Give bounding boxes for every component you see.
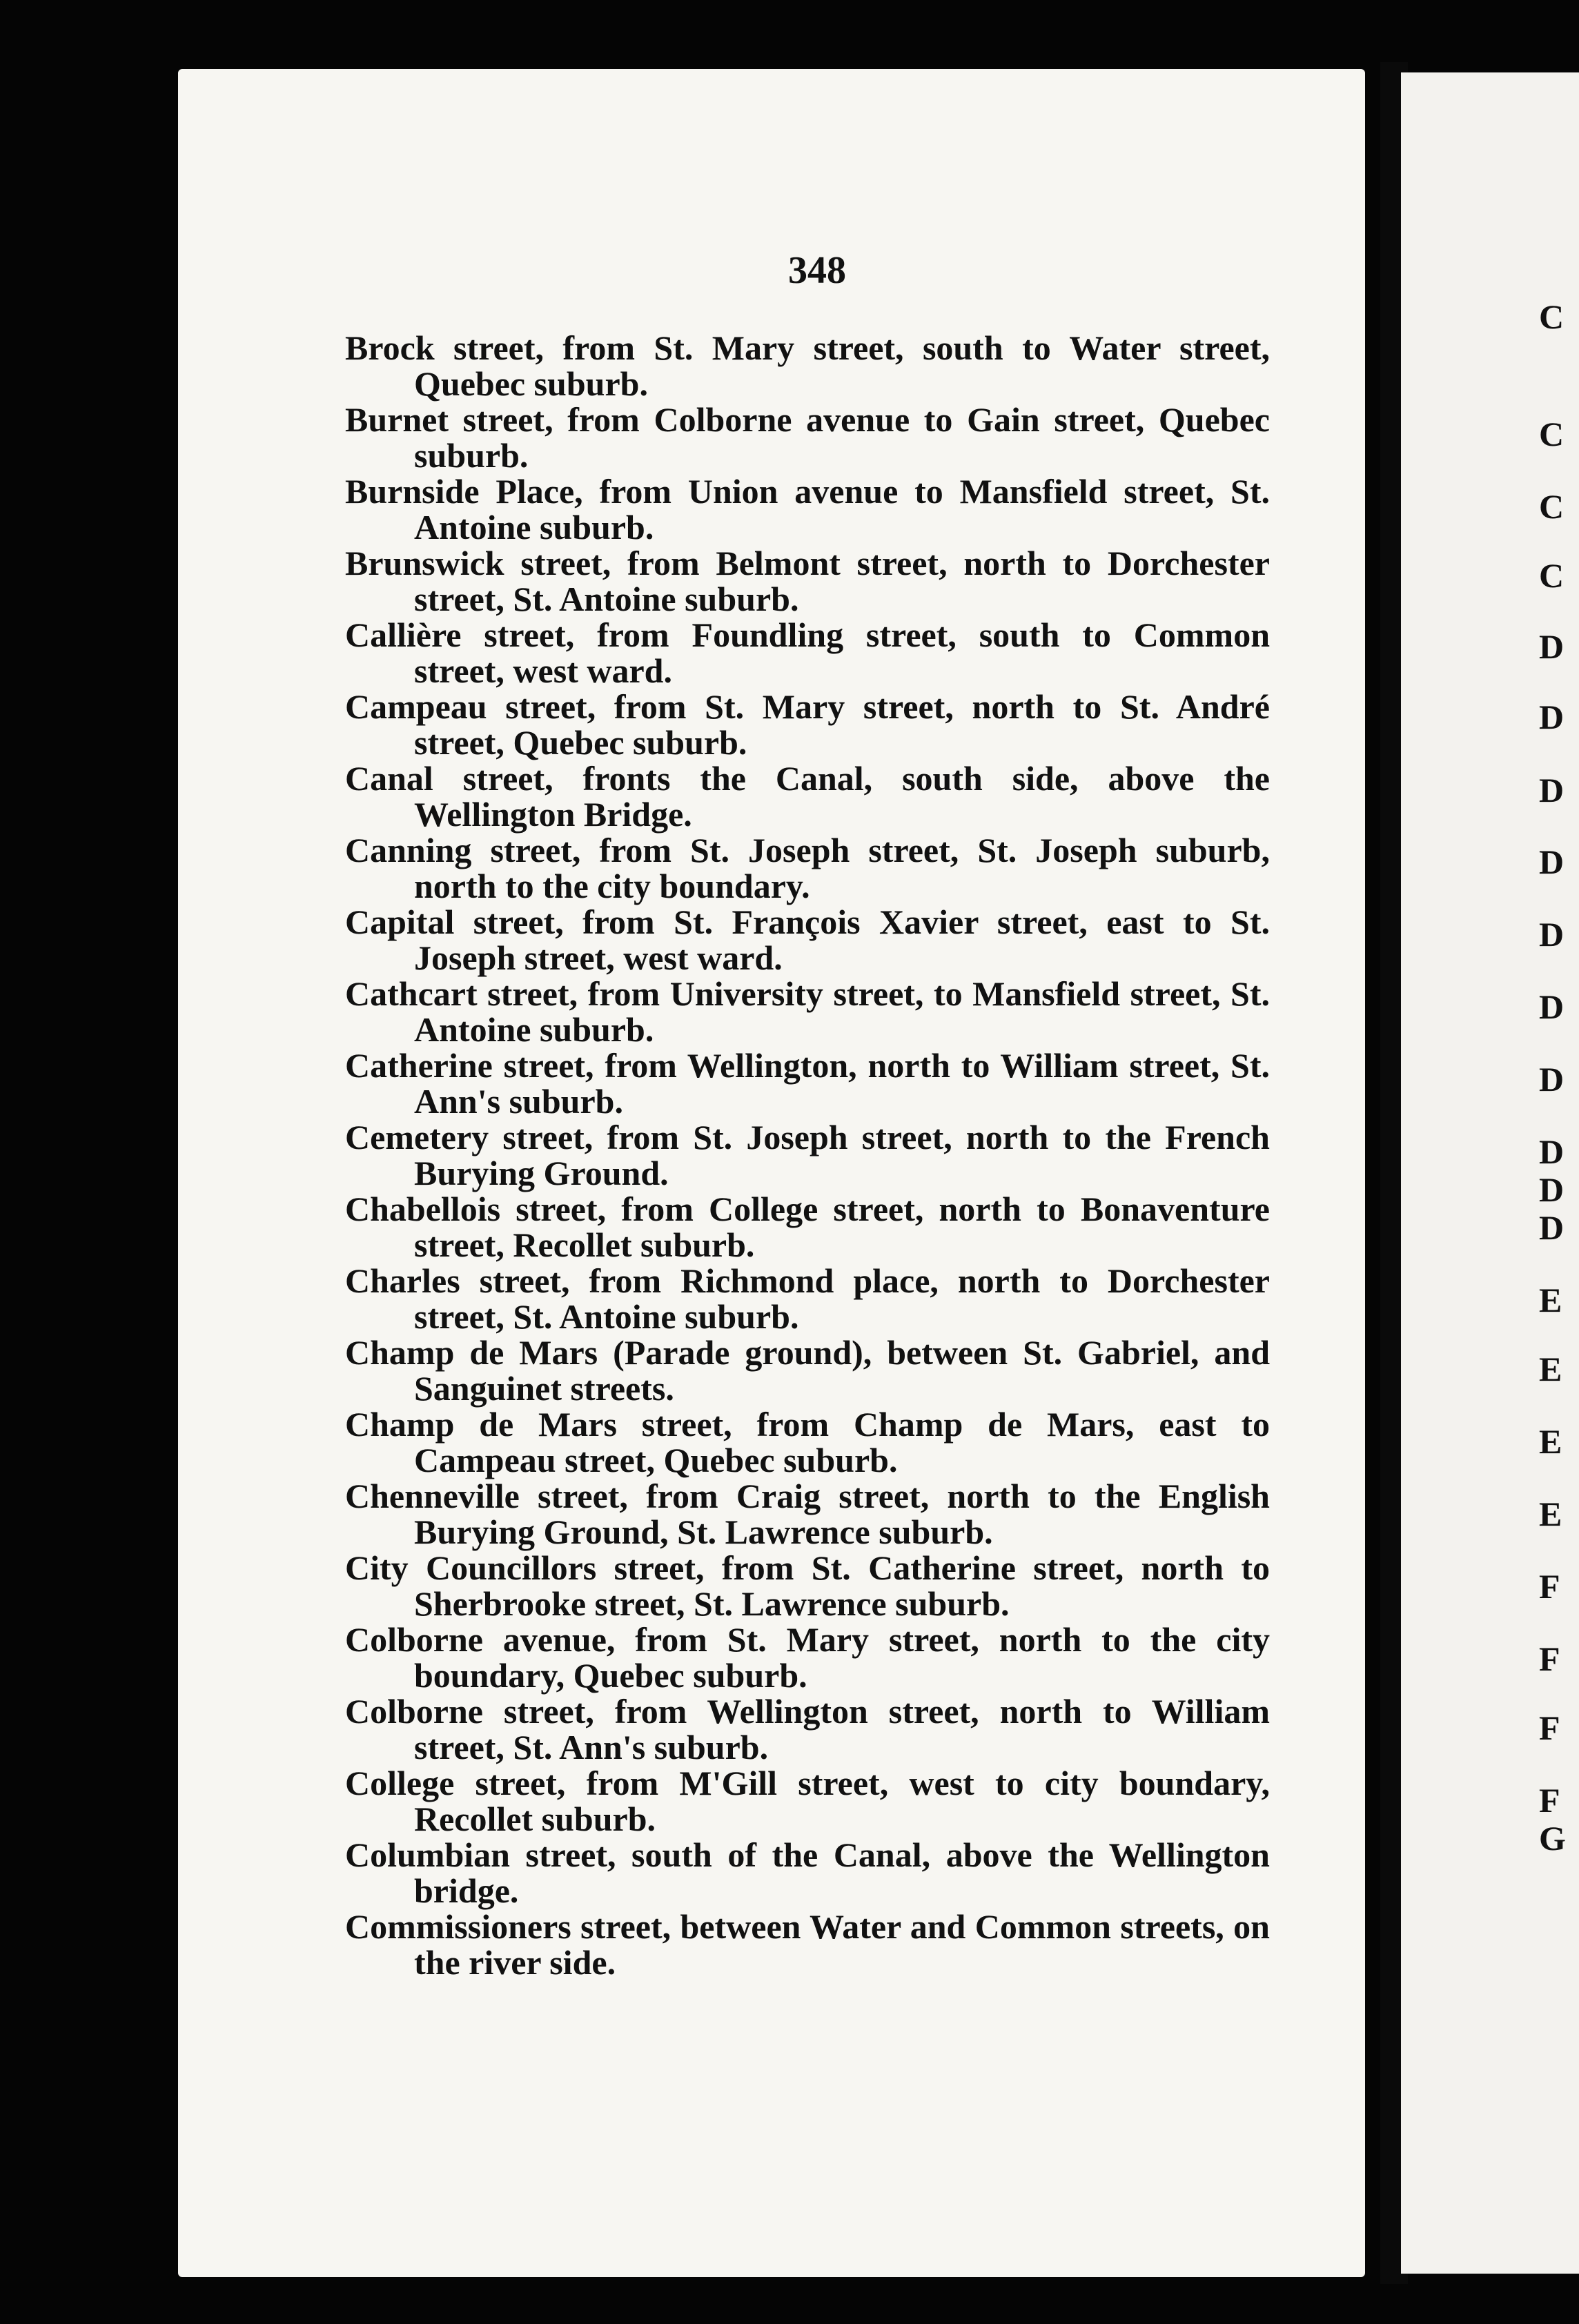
street-entry: Charles street, from Richmond place, north to Dorchester street, St. Antoine suburb. xyxy=(345,1261,1270,1336)
adjacent-letter: F xyxy=(1539,1567,1560,1606)
street-entry: Cathcart street, from University street, to Mansfield street, St. Antoine suburb. xyxy=(345,974,1270,1049)
adjacent-letter: D xyxy=(1539,1060,1565,1099)
adjacent-letter: D xyxy=(1539,771,1565,809)
adjacent-letter: C xyxy=(1539,487,1565,526)
street-entry: Burnside Place, from Union avenue to Mansfield street, St. Antoine suburb. xyxy=(345,472,1270,546)
adjacent-letter: D xyxy=(1539,627,1565,666)
adjacent-letter: D xyxy=(1539,843,1565,881)
street-entry: Champ de Mars street, from Champ de Mars, east to Campeau street, Quebec suburb. xyxy=(345,1405,1270,1479)
street-entry: Chenneville street, from Craig street, north to the English Burying Ground, St. Lawrence suburb. xyxy=(345,1477,1270,1551)
adjacent-letter: F xyxy=(1539,1781,1560,1820)
adjacent-letter: E xyxy=(1539,1495,1562,1533)
street-entry: Colborne street, from Wellington street, north to William street, St. Ann's suburb. xyxy=(345,1692,1270,1766)
street-entry: Colborne avenue, from St. Mary street, north to the city boundary, Quebec suburb. xyxy=(345,1620,1270,1695)
street-entry: Callière street, from Foundling street, south to Common street, west ward. xyxy=(345,616,1270,690)
street-entry: Canning street, from St. Joseph street, St. Joseph suburb, north to the city boundary. xyxy=(345,831,1270,905)
street-entry: Canal street, fronts the Canal, south side, above the Wellington Bridge. xyxy=(345,759,1270,834)
adjacent-letter: C xyxy=(1539,556,1565,595)
page-number: 348 xyxy=(788,249,846,292)
street-entry: Commissioners street, between Water and Common streets, on the river side. xyxy=(345,1907,1270,1982)
street-entry: Cemetery street, from St. Joseph street, north to the French Burying Ground. xyxy=(345,1118,1270,1192)
street-entry: Champ de Mars (Parade ground), between St. Gabriel, and Sanguinet streets. xyxy=(345,1333,1270,1408)
street-entry: Chabellois street, from College street, north to Bonaventure street, Recollet suburb. xyxy=(345,1190,1270,1264)
street-entry: Brock street, from St. Mary street, south to Water street, Quebec suburb. xyxy=(345,328,1270,403)
adjacent-letter: F xyxy=(1539,1639,1560,1678)
street-entry: City Councillors street, from St. Catherine street, north to Sherbrooke street, St. Lawrence suburb. xyxy=(345,1548,1270,1623)
street-entry: Burnet street, from Colborne avenue to Gain street, Quebec suburb. xyxy=(345,400,1270,475)
adjacent-letter: D xyxy=(1539,698,1565,736)
street-entry: Columbian street, south of the Canal, above the Wellington bridge. xyxy=(345,1835,1270,1910)
adjacent-letter: E xyxy=(1539,1350,1562,1388)
adjacent-letter: D xyxy=(1539,1208,1565,1247)
adjacent-letter: D xyxy=(1539,1170,1565,1209)
adjacent-letter: C xyxy=(1539,415,1565,453)
adjacent-letter: G xyxy=(1539,1819,1566,1858)
street-entry: College street, from M'Gill street, west to city boundary, Recollet suburb. xyxy=(345,1764,1270,1838)
adjacent-letter: E xyxy=(1539,1422,1562,1461)
adjacent-letter: D xyxy=(1539,987,1565,1026)
adjacent-letter: D xyxy=(1539,915,1565,954)
street-entry: Brunswick street, from Belmont street, north to Dorchester street, St. Antoine suburb. xyxy=(345,544,1270,618)
street-directory-list xyxy=(345,330,1270,1980)
adjacent-letter: E xyxy=(1539,1281,1562,1319)
adjacent-letter: C xyxy=(1539,297,1565,336)
street-entry: Campeau street, from St. Mary street, north to St. André street, Quebec suburb. xyxy=(345,687,1270,762)
adjacent-letter: F xyxy=(1539,1708,1560,1747)
adjacent-letter: D xyxy=(1539,1132,1565,1171)
street-entry: Capital street, from St. François Xavier street, east to St. Joseph street, west ward. xyxy=(345,903,1270,977)
street-entry: Catherine street, from Wellington, north to William street, St. Ann's suburb. xyxy=(345,1046,1270,1121)
